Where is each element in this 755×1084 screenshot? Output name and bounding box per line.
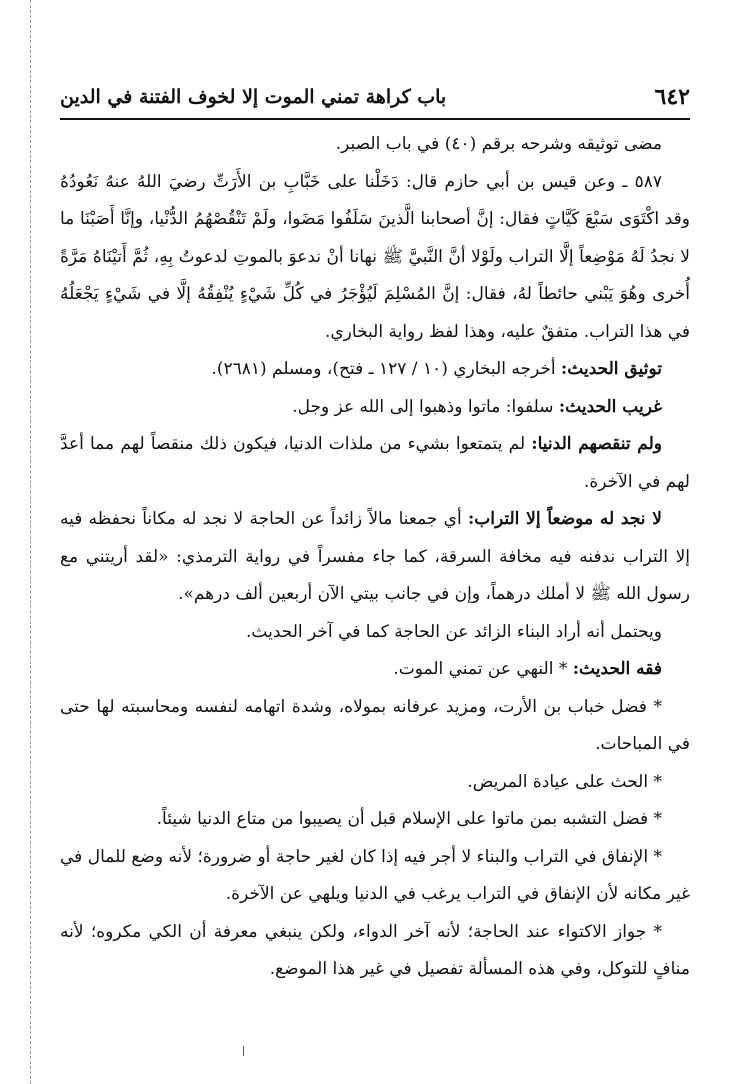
section-label: توثيق الحديث: xyxy=(561,359,662,379)
left-margin-line xyxy=(30,0,31,1084)
jurisprudence-point: * فضل التشبه بمن ماتوا على الإسلام قبل أن يصيبوا من متاع الدنيا شيئاً. xyxy=(156,809,662,829)
chapter-title: باب كراهة تمني الموت إلا لخوف الفتنة في الدين xyxy=(60,86,447,108)
hadith-jurisprudence: فقه الحديث: * النهي عن تمني الموت. xyxy=(393,659,662,679)
bottom-mark xyxy=(243,1046,244,1056)
term-label: لا نجد له موضعاً إلا التراب: xyxy=(467,509,663,529)
jurisprudence-point: * جواز الاكتواء عند الحاجة؛ لأنه آخر الدواء، ولكن ينبغي معرفة أن الكي مكروه؛ لأنه منافٍ للتوكل، وفي هذه المسألة تفصيل في غير هذا الموضع. xyxy=(60,921,690,979)
vocabulary-entry: ولم تنقصهم الدنيا: لم يتمتعوا بشيء من ملذات الدنيا، فيكون ذلك منقصاً لهم مما أعدَّ لهم في الآخرة. xyxy=(60,434,690,492)
hadith-vocabulary: غريب الحديث: سلفوا: ماتوا وذهبوا إلى الله عز وجل. xyxy=(292,396,662,417)
jurisprudence-point: * الإنفاق في التراب والبناء لا أجر فيه إذا كان لغير حاجة أو ضرورة؛ لأنه وضع للمال في غير مكانه لأن الإنفاق في التراب يرغب في الدنيا ويلهي عن الآخرة. xyxy=(60,846,690,904)
page-body xyxy=(60,126,690,989)
explanation-paragraph: ويحتمل أنه أراد البناء الزائد عن الحاجة كما في آخر الحديث. xyxy=(246,621,662,642)
page xyxy=(60,78,690,1068)
page-header xyxy=(60,78,690,120)
vocabulary-entry: لا نجد له موضعاً إلا التراب: أي جمعنا مالاً زائداً عن الحاجة لا نجد له مكاناً نحفظه فيه إلا التراب ندفنه فيه مخافة السرقة، كما جاء مفسراً في رواية الترمذي: «لقد أريتني مع رسول الله ﷺ لا أملك درهماً، وإن في جانب بيتي الآن أربعين ألف درهم». xyxy=(60,509,690,604)
paragraph-reference: مضى توثيقه وشرحه برقم (٤٠) في باب الصبر. xyxy=(335,134,662,154)
term-label: ولم تنقصهم الدنيا: xyxy=(531,434,662,454)
hadith-text: ٥٨٧ ـ وعن قيس بن أبي حازم قال: دَخَلْنا على خَبَّابِ بن الأَرَتِّ رضيَ اللهُ عنهُ نَعُودُهُ وقد اكْتَوَى سَبْعَ كَيَّاتٍ فقال: إنَّ أصحابنا الَّذينَ سَلَفُوا مَضَوا، ولَمْ تَنْقُصْهُمُ الدُّنْيا، وإنَّا أَصَبْنَا ما لا نجدُ لَهُ مَوْضِعاً إلَّا التراب ولَوْلا أنَّ النَّبيَّ ﷺ نهانا أنْ ندعوَ بالموتِ لدعوتُ بِهِ، ثُمَّ أَتيْنَاهُ مَرَّةً أُخرى وهُوَ يَبْني حائطاً لهُ، فقال: إنَّ المُسْلِمَ لَيُؤْجَرُ في كُلِّ شَيْءٍ يُنْفِقُهُ إلَّا في شَيْءٍ يَجْعَلُهُ في هذا التراب. متفقٌ عليه، وهذا لفظ رواية البخاري. xyxy=(60,171,690,342)
section-label: غريب الحديث: xyxy=(558,396,662,417)
jurisprudence-point: * الحث على عيادة المريض. xyxy=(467,771,662,792)
jurisprudence-point: * فضل خباب بن الأرت، ومزيد عرفانه بمولاه، وشدة اتهامه لنفسه ومحاسبته لها حتى في المباحات. xyxy=(60,696,690,754)
hadith-documentation: توثيق الحديث: أخرجه البخاري (١٠ / ١٢٧ ـ فتح)، ومسلم (٢٦٨١). xyxy=(211,359,662,379)
page-number: ٦٤٢ xyxy=(654,84,690,110)
section-label: فقه الحديث: xyxy=(572,659,662,679)
